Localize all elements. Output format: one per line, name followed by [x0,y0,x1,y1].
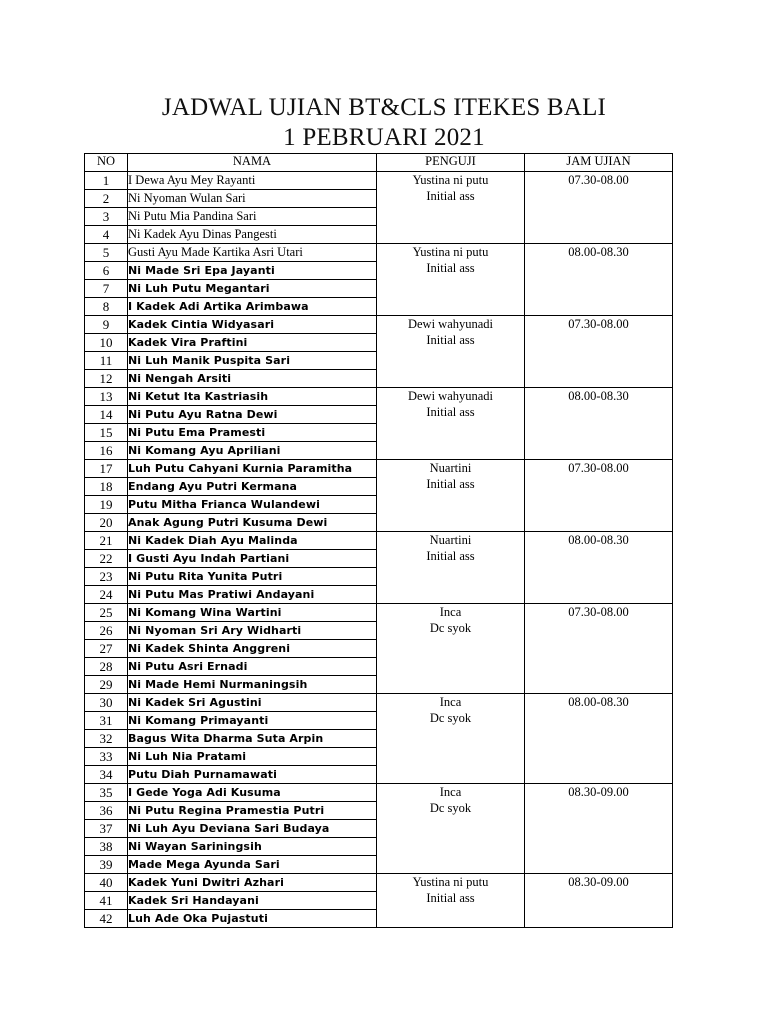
row-number: 23 [85,568,128,586]
exam-station: Initial ass [426,477,475,491]
exam-time: 07.30-08.00 [525,316,673,388]
penguji-name: Dewi wahyunadi [407,317,494,331]
row-number: 18 [85,478,128,496]
header-nama: NAMA [128,154,377,172]
row-number: 12 [85,370,128,388]
penguji-cell [377,532,525,604]
row-number: 29 [85,676,128,694]
student-name: Ni Kadek Diah Ayu Malinda [128,532,377,550]
header-no: NO [85,154,128,172]
row-number: 1 [85,172,128,190]
penguji-cell [377,694,525,784]
penguji-cell [377,388,525,460]
student-name: Ni Putu Mia Pandina Sari [128,208,377,226]
student-name: I Gusti Ayu Indah Partiani [128,550,377,568]
penguji-name: Yustina ni putu [412,173,489,187]
penguji-name: Nuartini [429,461,472,475]
student-name: Endang Ayu Putri Kermana [128,478,377,496]
student-name: Gusti Ayu Made Kartika Asri Utari [128,244,377,262]
student-name: Ni Made Hemi Nurmaningsih [128,676,377,694]
student-name: Luh Putu Cahyani Kurnia Paramitha [128,460,377,478]
exam-station: Initial ass [426,891,475,905]
table-row [85,532,673,550]
row-number: 7 [85,280,128,298]
exam-station: Initial ass [426,405,475,419]
row-number: 21 [85,532,128,550]
student-name: Anak Agung Putri Kusuma Dewi [128,514,377,532]
exam-time: 07.30-08.00 [525,604,673,694]
student-name: Bagus Wita Dharma Suta Arpin [128,730,377,748]
student-name: Ni Luh Nia Pratami [128,748,377,766]
row-number: 2 [85,190,128,208]
penguji-name: Dewi wahyunadi [407,389,494,403]
student-name: Ni Komang Primayanti [128,712,377,730]
student-name: Ni Putu Ema Pramesti [128,424,377,442]
table-row [85,784,673,802]
student-name: Putu Diah Purnamawati [128,766,377,784]
exam-time: 07.30-08.00 [525,172,673,244]
penguji-name: Yustina ni putu [412,875,489,889]
table-body [85,172,673,928]
row-number: 8 [85,298,128,316]
table-row [85,388,673,406]
student-name: Ni Putu Asri Ernadi [128,658,377,676]
row-number: 9 [85,316,128,334]
student-name: Putu Mitha Frianca Wulandewi [128,496,377,514]
row-number: 41 [85,892,128,910]
exam-time: 08.00-08.30 [525,388,673,460]
exam-time: 08.00-08.30 [525,244,673,316]
table-row [85,874,673,892]
row-number: 6 [85,262,128,280]
penguji-cell [377,244,525,316]
student-name: I Gede Yoga Adi Kusuma [128,784,377,802]
table-row [85,244,673,262]
student-name: Ni Luh Ayu Deviana Sari Budaya [128,820,377,838]
row-number: 22 [85,550,128,568]
student-name: Ni Komang Ayu Apriliani [128,442,377,460]
document-title: JADWAL UJIAN BT&CLS ITEKES BALI [161,94,607,121]
student-name: Ni Putu Rita Yunita Putri [128,568,377,586]
exam-time: 08.30-09.00 [525,874,673,928]
header-jam-ujian: JAM UJIAN [525,154,673,172]
row-number: 30 [85,694,128,712]
row-number: 38 [85,838,128,856]
row-number: 40 [85,874,128,892]
row-number: 37 [85,820,128,838]
exam-schedule-table [84,153,673,928]
exam-time: 08.00-08.30 [525,694,673,784]
row-number: 32 [85,730,128,748]
student-name: Ni Putu Ayu Ratna Dewi [128,406,377,424]
exam-station: Dc syok [429,801,472,815]
row-number: 31 [85,712,128,730]
row-number: 4 [85,226,128,244]
penguji-name: Inca [439,695,462,709]
header-penguji: PENGUJI [377,154,525,172]
student-name: Kadek Vira Praftini [128,334,377,352]
student-name: Ni Putu Mas Pratiwi Andayani [128,586,377,604]
exam-time: 07.30-08.00 [525,460,673,532]
row-number: 20 [85,514,128,532]
student-name: Ni Nyoman Sri Ary Widharti [128,622,377,640]
exam-station: Dc syok [429,711,472,725]
student-name: Made Mega Ayunda Sari [128,856,377,874]
penguji-name: Yustina ni putu [412,245,489,259]
student-name: I Dewa Ayu Mey Rayanti [128,172,377,190]
table-header-row [85,154,673,172]
table-row [85,604,673,622]
penguji-cell [377,460,525,532]
student-name: Ni Kadek Ayu Dinas Pangesti [128,226,377,244]
student-name: I Kadek Adi Artika Arimbawa [128,298,377,316]
row-number: 11 [85,352,128,370]
row-number: 17 [85,460,128,478]
table-row [85,172,673,190]
exam-station: Initial ass [426,549,475,563]
penguji-cell [377,316,525,388]
row-number: 33 [85,748,128,766]
student-name: Ni Komang Wina Wartini [128,604,377,622]
student-name: Ni Wayan Sariningsih [128,838,377,856]
row-number: 24 [85,586,128,604]
student-name: Ni Luh Putu Megantari [128,280,377,298]
table-row [85,316,673,334]
row-number: 39 [85,856,128,874]
student-name: Ni Nengah Arsiti [128,370,377,388]
row-number: 26 [85,622,128,640]
row-number: 28 [85,658,128,676]
student-name: Ni Nyoman Wulan Sari [128,190,377,208]
row-number: 14 [85,406,128,424]
row-number: 34 [85,766,128,784]
row-number: 42 [85,910,128,928]
student-name: Ni Kadek Shinta Anggreni [128,640,377,658]
penguji-cell [377,874,525,928]
exam-time: 08.30-09.00 [525,784,673,874]
row-number: 25 [85,604,128,622]
student-name: Ni Made Sri Epa Jayanti [128,262,377,280]
document-date: 1 PEBRUARI 2021 [283,124,485,151]
table-row [85,460,673,478]
student-name: Kadek Yuni Dwitri Azhari [128,874,377,892]
row-number: 10 [85,334,128,352]
student-name: Ni Kadek Sri Agustini [128,694,377,712]
student-name: Kadek Cintia Widyasari [128,316,377,334]
penguji-name: Inca [439,605,462,619]
student-name: Kadek Sri Handayani [128,892,377,910]
exam-station: Initial ass [426,189,475,203]
row-number: 5 [85,244,128,262]
row-number: 19 [85,496,128,514]
row-number: 3 [85,208,128,226]
row-number: 36 [85,802,128,820]
exam-station: Dc syok [429,621,472,635]
row-number: 16 [85,442,128,460]
row-number: 13 [85,388,128,406]
row-number: 15 [85,424,128,442]
penguji-cell [377,604,525,694]
penguji-cell [377,784,525,874]
penguji-name: Inca [439,785,462,799]
student-name: Ni Putu Regina Pramestia Putri [128,802,377,820]
exam-station: Initial ass [426,261,475,275]
exam-time: 08.00-08.30 [525,532,673,604]
row-number: 27 [85,640,128,658]
student-name: Luh Ade Oka Pujastuti [128,910,377,928]
student-name: Ni Luh Manik Puspita Sari [128,352,377,370]
penguji-name: Nuartini [429,533,472,547]
penguji-cell [377,172,525,244]
student-name: Ni Ketut Ita Kastriasih [128,388,377,406]
row-number: 35 [85,784,128,802]
exam-station: Initial ass [426,333,475,347]
table-row [85,694,673,712]
